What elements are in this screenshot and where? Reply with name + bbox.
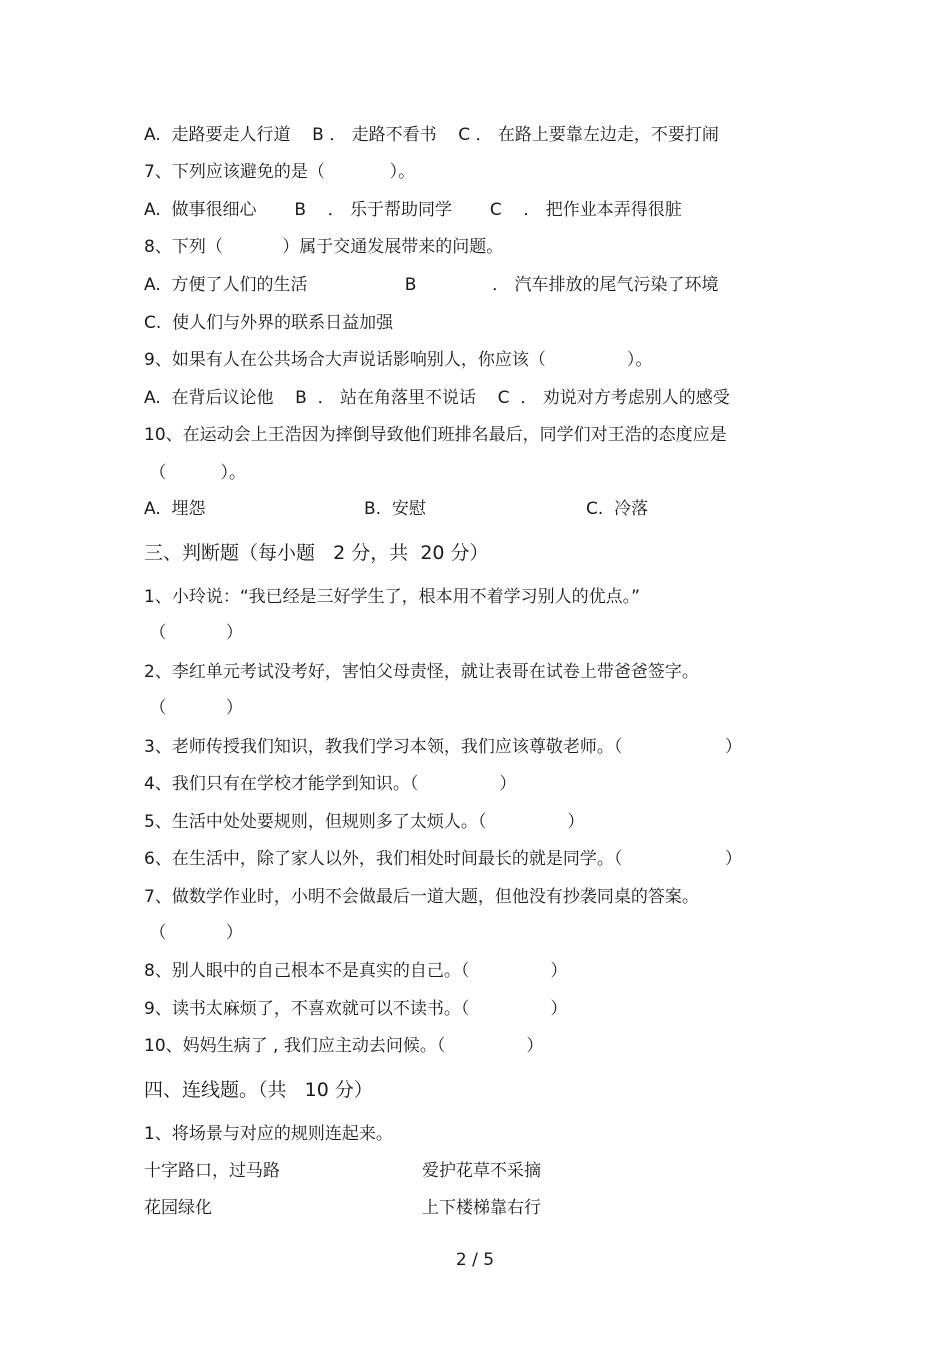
- q6-options: A. 走路要走人行道 B ． 走路不看书 C ． 在路上要靠左边走，不要打闹: [144, 125, 719, 145]
- q7-options: A. 做事很细心 B ． 乐于帮助同学 C ． 把作业本弄得很脏: [144, 200, 682, 220]
- q10-stem: 10、在运动会上王浩因为摔倒导致他们班排名最后，同学们对王浩的态度应是: [144, 425, 727, 445]
- match-scene-garden: 花园绿化: [144, 1198, 212, 1218]
- q8-stem: 8、下列（ ）属于交通发展带来的问题。: [144, 237, 504, 257]
- q10-option-b: B. 安慰: [364, 499, 426, 519]
- match-q1-stem: 1、将场景与对应的规则连起来。: [144, 1124, 393, 1144]
- q9-options: A. 在背后议论他 B ． 站在角落里不说话 C ． 劝说对方考虑别人的感受: [144, 388, 730, 408]
- q10-blank: （ ）。: [144, 463, 246, 483]
- tf-q9: 9、读书太麻烦了，不喜欢就可以不读书。（ ）: [144, 999, 568, 1019]
- tf-q1: 1、小玲说：“我已经是三好学生了，根本用不着学习别人的优点。”: [144, 587, 640, 607]
- tf-q8: 8、别人眼中的自己根本不是真实的自己。（ ）: [144, 961, 568, 981]
- section-3-heading: 三、判断题（每小题 2 分，共 20 分）: [144, 542, 489, 564]
- tf-q5: 5、生活中处处要规则，但规则多了太烦人。（ ）: [144, 812, 585, 832]
- match-rule-stairs: 上下楼梯靠右行: [422, 1198, 541, 1218]
- tf-q7: 7、做数学作业时，小明不会做最后一道大题，但他没有抄袭同桌的答案。: [144, 887, 699, 907]
- q10-option-c: C. 冷落: [586, 499, 649, 519]
- tf-q1-blank: （ ）: [144, 623, 243, 643]
- tf-q2-blank: （ ）: [144, 698, 243, 718]
- q8-option-c: C. 使人们与外界的联系日益加强: [144, 313, 394, 333]
- tf-q4: 4、我们只有在学校才能学到知识。（ ）: [144, 774, 517, 794]
- page-number: 2 / 5: [455, 1250, 495, 1270]
- q8-options-ab: A. 方便了人们的生活 B ． 汽车排放的尾气污染了环境: [144, 275, 719, 295]
- q9-stem: 9、如果有人在公共场合大声说话影响别人，你应该（ ）。: [144, 350, 653, 370]
- match-rule-flowers: 爱护花草不采摘: [422, 1161, 541, 1181]
- tf-q7-blank: （ ）: [144, 923, 243, 943]
- tf-q3: 3、老师传授我们知识，教我们学习本领，我们应该尊敬老师。（ ）: [144, 737, 742, 757]
- q7-stem: 7、下列应该避免的是（ ）。: [144, 162, 416, 182]
- q10-option-a: A. 埋怨: [144, 499, 206, 519]
- tf-q6: 6、在生活中，除了家人以外，我们相处时间最长的就是同学。（ ）: [144, 849, 742, 869]
- section-4-heading: 四、连线题。（共 10 分）: [144, 1079, 373, 1101]
- tf-q2: 2、李红单元考试没考好，害怕父母责怪，就让表哥在试卷上带爸爸签字。: [144, 662, 699, 682]
- tf-q10: 10、妈妈生病了 , 我们应主动去问候。（ ）: [144, 1036, 544, 1056]
- match-scene-crossroad: 十字路口，过马路: [144, 1161, 280, 1181]
